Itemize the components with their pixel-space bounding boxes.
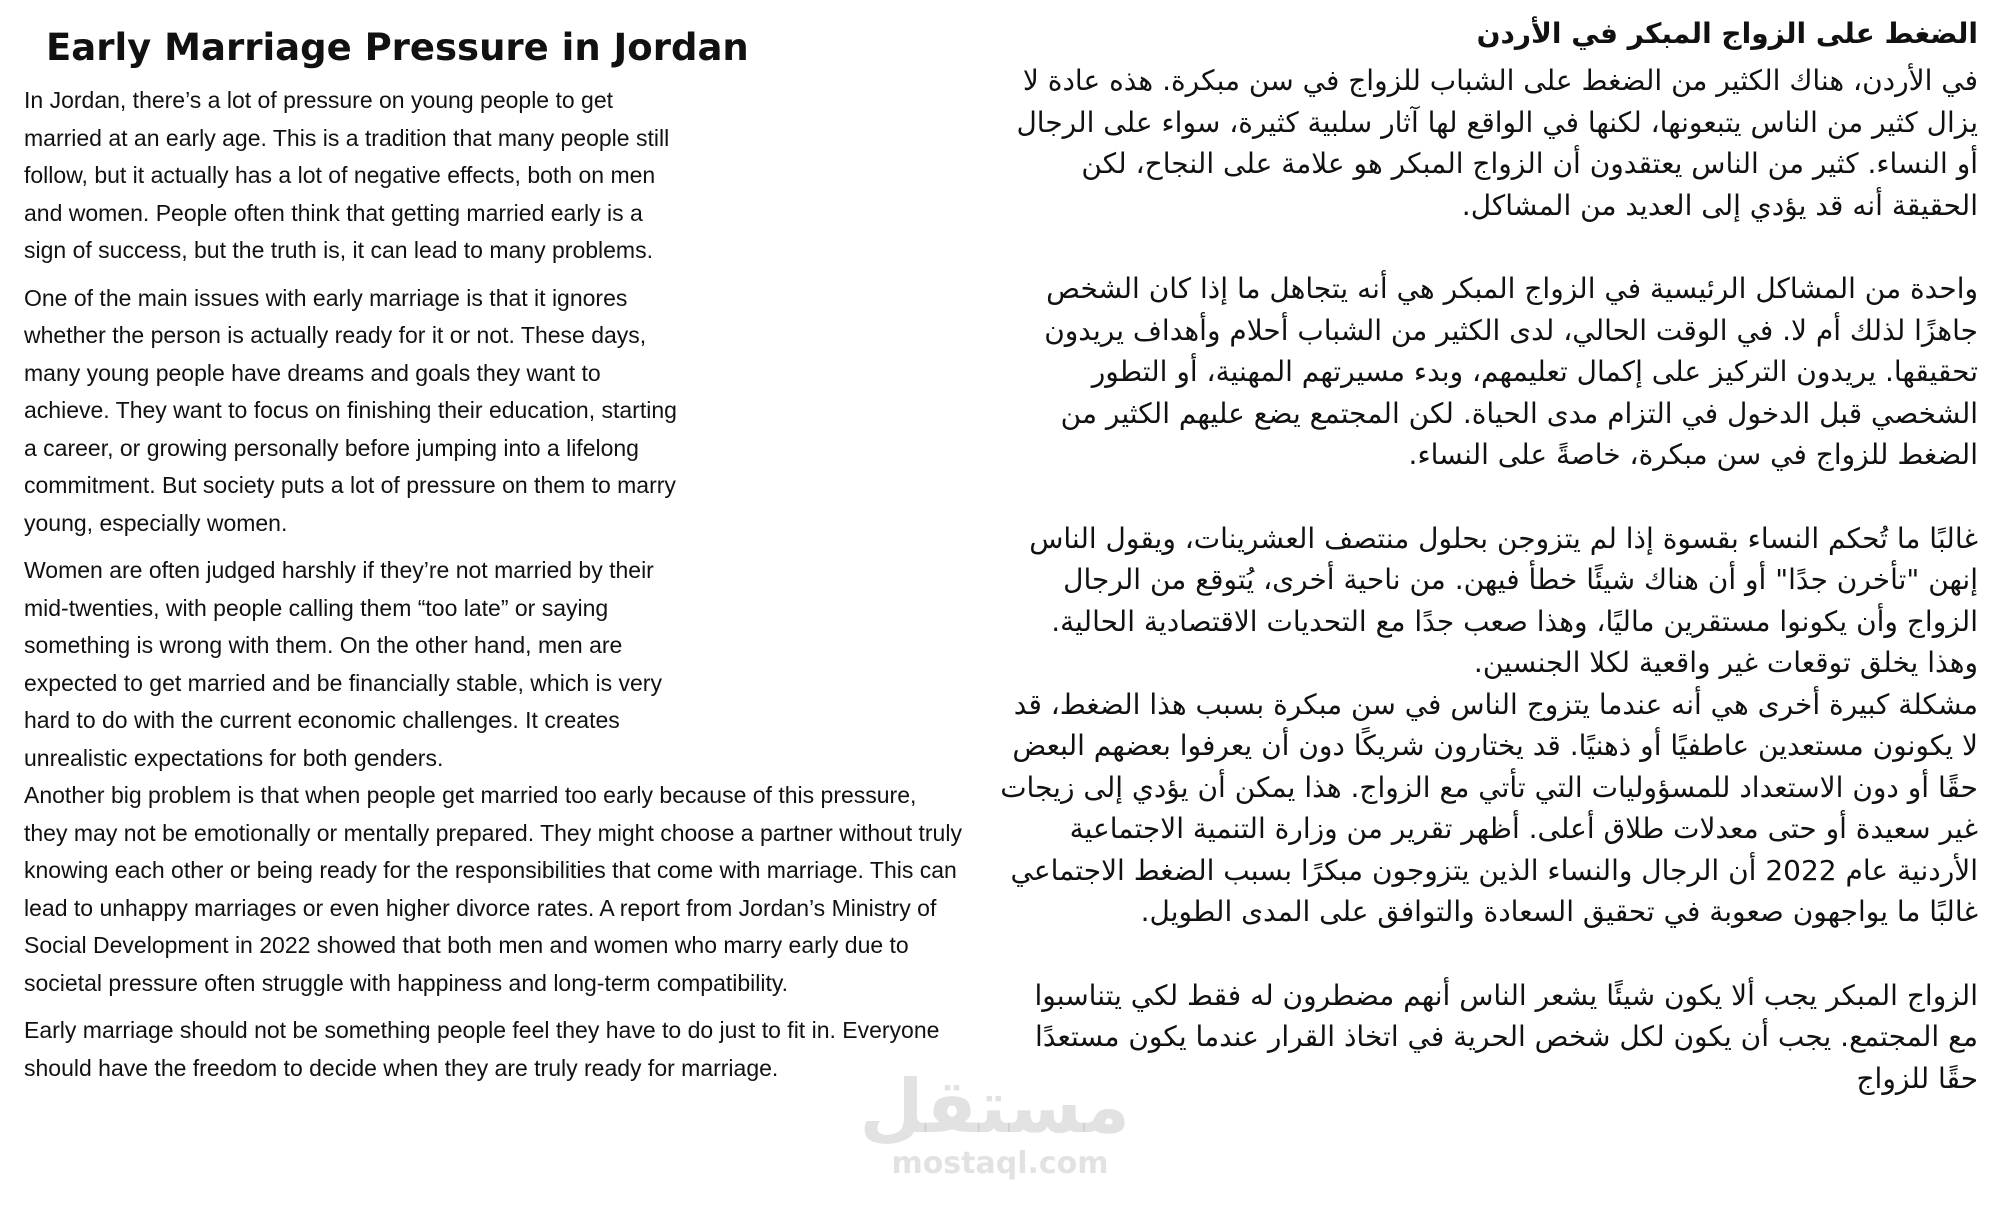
watermark-logo-text: مستقل — [859, 1064, 1130, 1150]
english-column — [24, 18, 964, 1097]
english-paragraph-5: Early marriage should not be something people feel they have to do just to fit in. Everyone should have the freedom to decide when they are truly ready for marriage. — [24, 1017, 940, 1081]
arabic-column — [996, 8, 1978, 1099]
arabic-paragraph-1: في الأردن، هناك الكثير من الضغط على الشباب للزواج في سن مبكرة. هذه عادة لا يزال كثير من الناس يتبعونها، لكنها في الواقع لها آثار سلبية كثيرة، سواء على الرجال أو النساء. كثير من الناس يعتقدون أن الزواج المبكر هو علامة على النجاح، لكن الحقيقة أنه قد يؤدي إلى العديد من المشاكل. — [1016, 64, 1978, 222]
arabic-paragraph-4: مشكلة كبيرة أخرى هي أنه عندما يتزوج الناس في سن مبكرة بسبب هذا الضغط، قد لا يكونون مستعدين عاطفيًا أو ذهنيًا. قد يختارون شريكًا دون أن يعرفوا بعضهم البعض حقًا أو دون الاستعداد للمسؤوليات التي تأتي مع الزواج. هذا يمكن أن يؤدي إلى زيجات غير سعيدة أو حتى معدلات طلاق أعلى. أظهر تقرير من وزارة التنمية الاجتماعية الأردنية عام 2022 أن الرجال والنساء الذين يتزوجون مبكرًا بسبب الضغط الاجتماعي غالبًا ما يواجهون صعوبة في تحقيق السعادة والتوافق على المدى الطويل. — [1000, 687, 1978, 928]
english-paragraph-2: One of the main issues with early marriage is that it ignores whether the person is actually ready for it or not. These days, many young people have dreams and goals they want to achieve. They want to focus on finishing their education, starting a career, or growing personally before jumping into a lifelong commitment. But society puts a lot of pressure on them to marry young, especially women. — [24, 284, 677, 536]
arabic-paragraph-3: غالبًا ما تُحكم النساء بقسوة إذا لم يتزوجن بحلول منتصف العشرينات، ويقول الناس إنهن "تأخرن جدًا" أو أن هناك شيئًا خطأ فيهن. من ناحية أخرى، يُتوقع من الرجال الزواج وأن يكونوا مستقرين ماليًا، وهذا صعب جدًا مع التحديات الاقتصادية الحالية. وهذا يخلق توقعات غير واقعية لكلا الجنسين. — [1029, 521, 1978, 679]
watermark-domain: mostaql.com — [891, 1146, 1109, 1181]
english-paragraph-4: Another big problem is that when people get married too early because of this pressure, they may not be emotionally or mentally prepared. They might choose a partner without truly knowing each other or being ready for the responsibilities that come with marriage. This can lead to unhappy marriages or even higher divorce rates. A report from Jordan’s Ministry of Social Development in 2022 showed that both men and women who marry early due to societal pressure often struggle with happiness and long-term compatibility. — [24, 782, 962, 996]
arabic-paragraph-5: الزواج المبكر يجب ألا يكون شيئًا يشعر الناس أنهم مضطرون له فقط لكي يتناسبوا مع المجتمع. يجب أن يكون لكل شخص الحرية في اتخاذ القرار عندما يكون مستعدًا حقًا للزواج — [1034, 978, 1978, 1095]
english-paragraph-1: In Jordan, there’s a lot of pressure on young people to get married at an early age. This is a tradition that many people still follow, but it actually has a lot of negative effects, both on men and women. People often think that getting married early is a sign of success, but the truth is, it can lead to many problems. — [24, 87, 670, 263]
english-title: Early Marriage Pressure in Jordan — [46, 26, 749, 69]
arabic-paragraph-2: واحدة من المشاكل الرئيسية في الزواج المبكر هي أنه يتجاهل ما إذا كان الشخص جاهزًا لذلك أم لا. في الوقت الحالي، لدى الكثير من الشباب أحلام وأهداف يريدون تحقيقها. يريدون التركيز على إكمال تعليمهم، وبدء مسيرتهم المهنية، أو التطور الشخصي قبل الدخول في التزام مدى الحياة. لكن المجتمع يضع عليهم الكثير من الضغط للزواج في سن مبكرة، خاصةً على النساء. — [1044, 272, 1978, 471]
arabic-title: الضغط على الزواج المبكر في الأردن — [1476, 17, 1978, 50]
english-paragraph-3: Women are often judged harshly if they’re not married by their mid-twenties, with people calling them “too late” or saying something is wrong with them. On the other hand, men are expected to get married and be financially stable, which is very hard to do with the current economic challenges. It creates unrealistic expectations for both genders. — [24, 557, 662, 771]
